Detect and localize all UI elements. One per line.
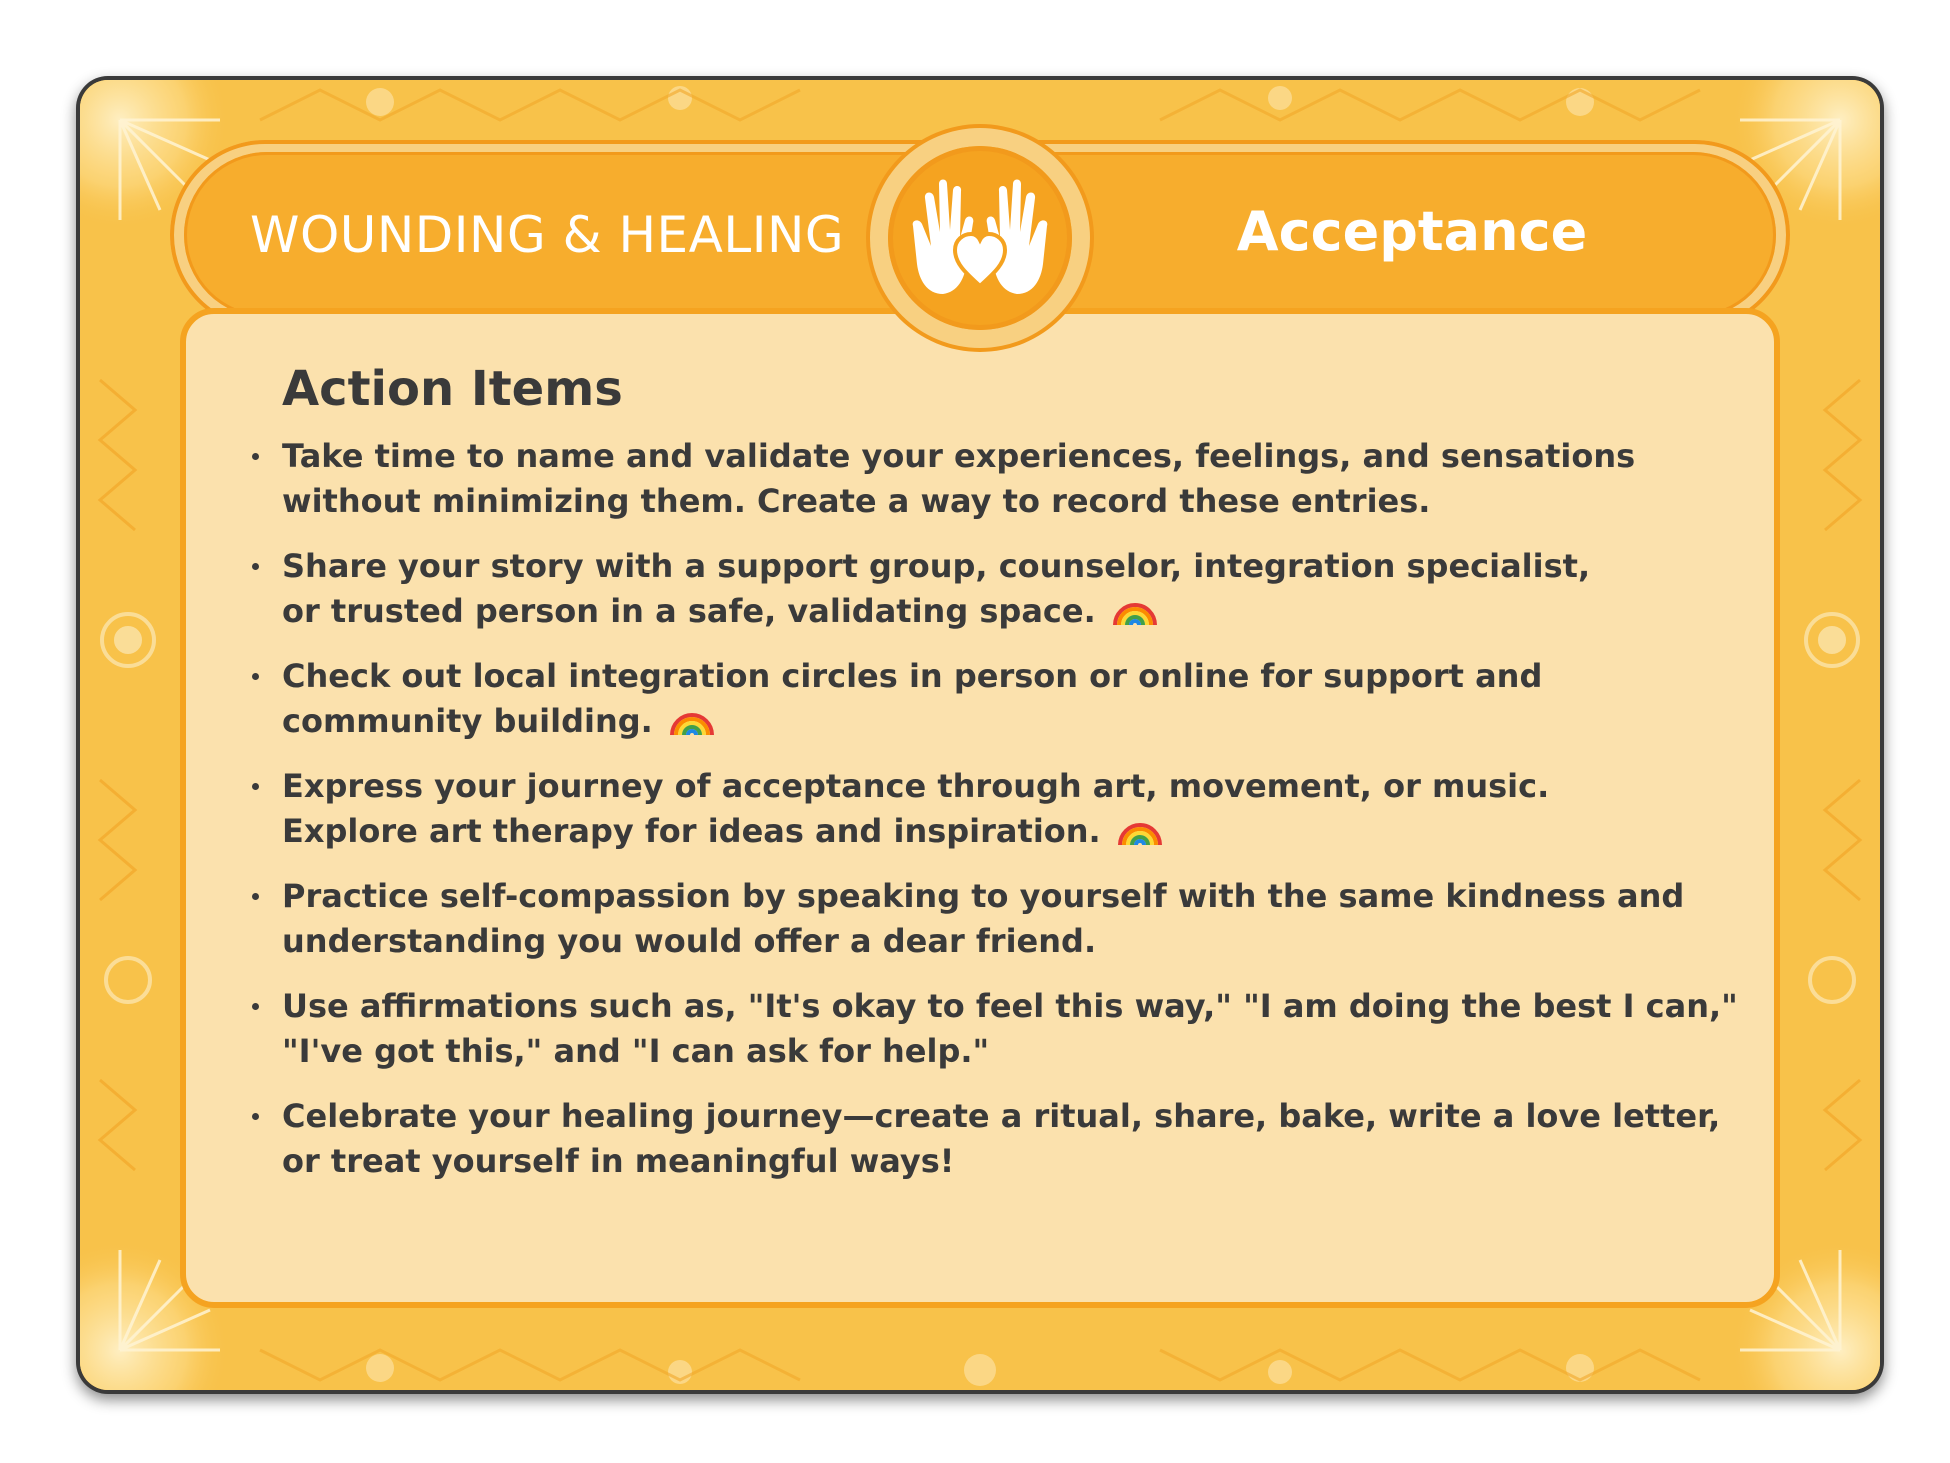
item-line: Express your journey of acceptance through art, movement, or music. [282, 767, 1550, 805]
list-item [282, 984, 1762, 1074]
action-items-list [282, 434, 1762, 1204]
item-line: Celebrate your healing journey—create a ritual, share, bake, write a love letter, [282, 1097, 1721, 1135]
item-line: Take time to name and validate your experiences, feelings, and sensations [282, 437, 1636, 475]
list-item [282, 1094, 1762, 1184]
bullet-icon [252, 783, 259, 790]
bullet-icon [252, 893, 259, 900]
bullet-icon [252, 1113, 259, 1120]
section-title: Action Items [282, 361, 623, 417]
item-line: Explore art therapy for ideas and inspiration. [282, 812, 1101, 850]
list-item [282, 874, 1762, 964]
category-label: WOUNDING & HEALING [250, 206, 845, 264]
rainbow-icon [1117, 818, 1163, 848]
bullet-icon [252, 563, 259, 570]
item-line: Use affirmations such as, "It's okay to feel this way," "I am doing the best I can," [282, 987, 1738, 1025]
rainbow-icon [1112, 598, 1158, 628]
item-line: without minimizing them. Create a way to record these entries. [282, 482, 1431, 520]
item-line: community building. [282, 702, 653, 740]
card-title: Acceptance [1236, 200, 1588, 263]
bullet-icon [252, 673, 259, 680]
list-item [282, 654, 1762, 744]
item-line-wrap [282, 589, 1762, 634]
item-line: Share your story with a support group, counselor, integration specialist, [282, 547, 1591, 585]
item-line: "I've got this," and "I can ask for help." [282, 1032, 990, 1070]
item-line-wrap [282, 699, 1762, 744]
bullet-icon [252, 453, 259, 460]
item-line: or trusted person in a safe, validating space. [282, 592, 1096, 630]
list-item [282, 544, 1762, 634]
list-item [282, 434, 1762, 524]
bullet-icon [252, 1003, 259, 1010]
item-line: Practice self-compassion by speaking to yourself with the same kindness and [282, 877, 1685, 915]
list-item [282, 764, 1762, 854]
item-line-wrap [282, 809, 1762, 854]
item-line: understanding you would offer a dear friend. [282, 922, 1097, 960]
item-line: Check out local integration circles in person or online for support and [282, 657, 1543, 695]
item-line: or treat yourself in meaningful ways! [282, 1142, 955, 1180]
hands-holding-heart-icon [905, 168, 1055, 308]
rainbow-icon [669, 708, 715, 738]
